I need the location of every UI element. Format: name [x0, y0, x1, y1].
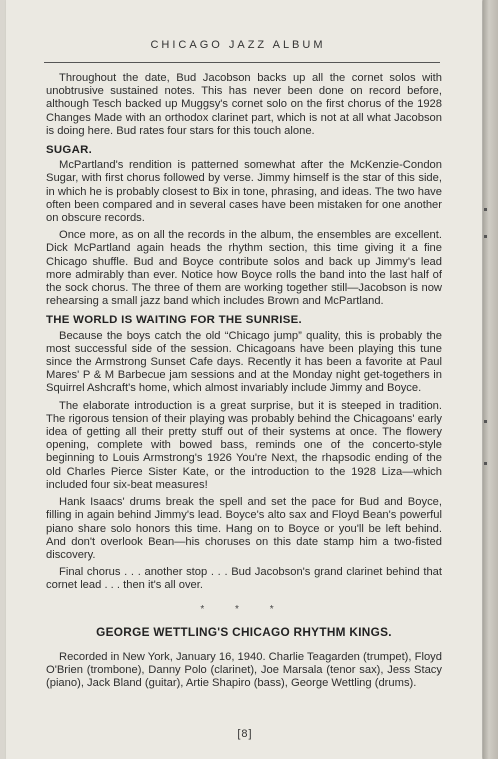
running-title: CHICAGO JAZZ ALBUM [150, 39, 326, 51]
page-number: [8] [237, 728, 253, 740]
paragraph: Once more, as on all the records in the album, the ensembles are excellent. Dick McPartland again heads the rhythm section, this time giving it a fine Chicago shuffle. Bud and Boyce contribute solos and back up Jimmy's lead more admirably than ever. Notice how Boyce rolls the band into the last half of the sock chorus. The three of them are working together still—Jacobson is now rehearsing a small jazz band which includes Brown and McPartland. [46, 229, 442, 308]
paragraph: McPartland's rendition is patterned somewhat after the McKenzie-Condon Sugar, with first chorus followed by verse. Jimmy himself is the star of this side, in which he is probably closest to Bix in tone, phrasing, and ideas. The two have often been compared and in several cases have been mistaken for one another on obscure records. [46, 159, 442, 225]
section-heading-world: THE WORLD IS WAITING FOR THE SUNRISE. [46, 314, 302, 327]
paragraph: The elaborate introduction is a great surprise, but it is steeped in tradition. The rigorous tension of their playing was probably behind the Chicagoans' early idea of getting all their pretty stuff out of their systems at once. The flowery opening, complete with bowed bass, reminds one of the concerto-style beginning to Louis Armstrong's 1926 You're Next, the rhapsodic ending of the old Charles Pierce Sister Kate, or the introduction to the 1928 Liza—which included four six-beat measures! [46, 399, 442, 491]
section-separator: * * * [200, 603, 288, 615]
paragraph: Recorded in New York, January 16, 1940. Charlie Teagarden (trumpet), Floyd O'Brien (trombone), Danny Polo (clarinet), Joe Marsala (tenor sax), Jess Stacy (piano), Jack Bland (guitar), Artie Shapiro (bass), George Wettling (drums). [46, 650, 442, 690]
paragraph: Final chorus . . . another stop . . . Bud Jacobson's grand clarinet behind that cornet lead . . . then it's all over. [46, 566, 442, 592]
section-heading-sugar: SUGAR. [46, 144, 93, 157]
article-body [46, 72, 442, 695]
paragraph: Hank Isaacs' drums break the spell and set the pace for Bud and Boyce, filling in again behind Jimmy's lead. Boyce's alto sax and Floyd Bean's powerful piano share solo honors this time. Hang on to Boyce or you'll be left behind. And don't overlook Bean—his choruses on this date stamp him a two-fisted discovery. [46, 496, 442, 561]
page-edge [483, 0, 498, 759]
edge-mark [484, 208, 487, 211]
edge-mark [484, 235, 487, 238]
section-heading-wettling: GEORGE WETTLING'S CHICAGO RHYTHM KINGS. [96, 624, 392, 639]
edge-mark [484, 462, 487, 465]
intro-paragraph: Throughout the date, Bud Jacobson backs up all the cornet solos with unobtrusive sustained notes. This has never been done on record before, although Tesch backed up Muggsy's cornet solo on the first chorus of the 1928 Changes Made with an orthodox clarinet part, which is not at all what Jacobson is doing here. Bud rates four stars for this touch alone. [46, 72, 442, 137]
paragraph: Because the boys catch the old “Chicago jump” quality, this is probably the most successful side of the session. Chicagoans have been playing this tune since the Armstrong Sunset Cafe days. Recently it has been a favorite at Paul Mares' P & M Barbecue jam sessions and at the Monday night get-togethers in Squirrel Ashcraft's home, which almost invariably include Jimmy and Boyce. [46, 329, 442, 395]
header-rule [44, 62, 440, 63]
edge-mark [484, 420, 487, 423]
